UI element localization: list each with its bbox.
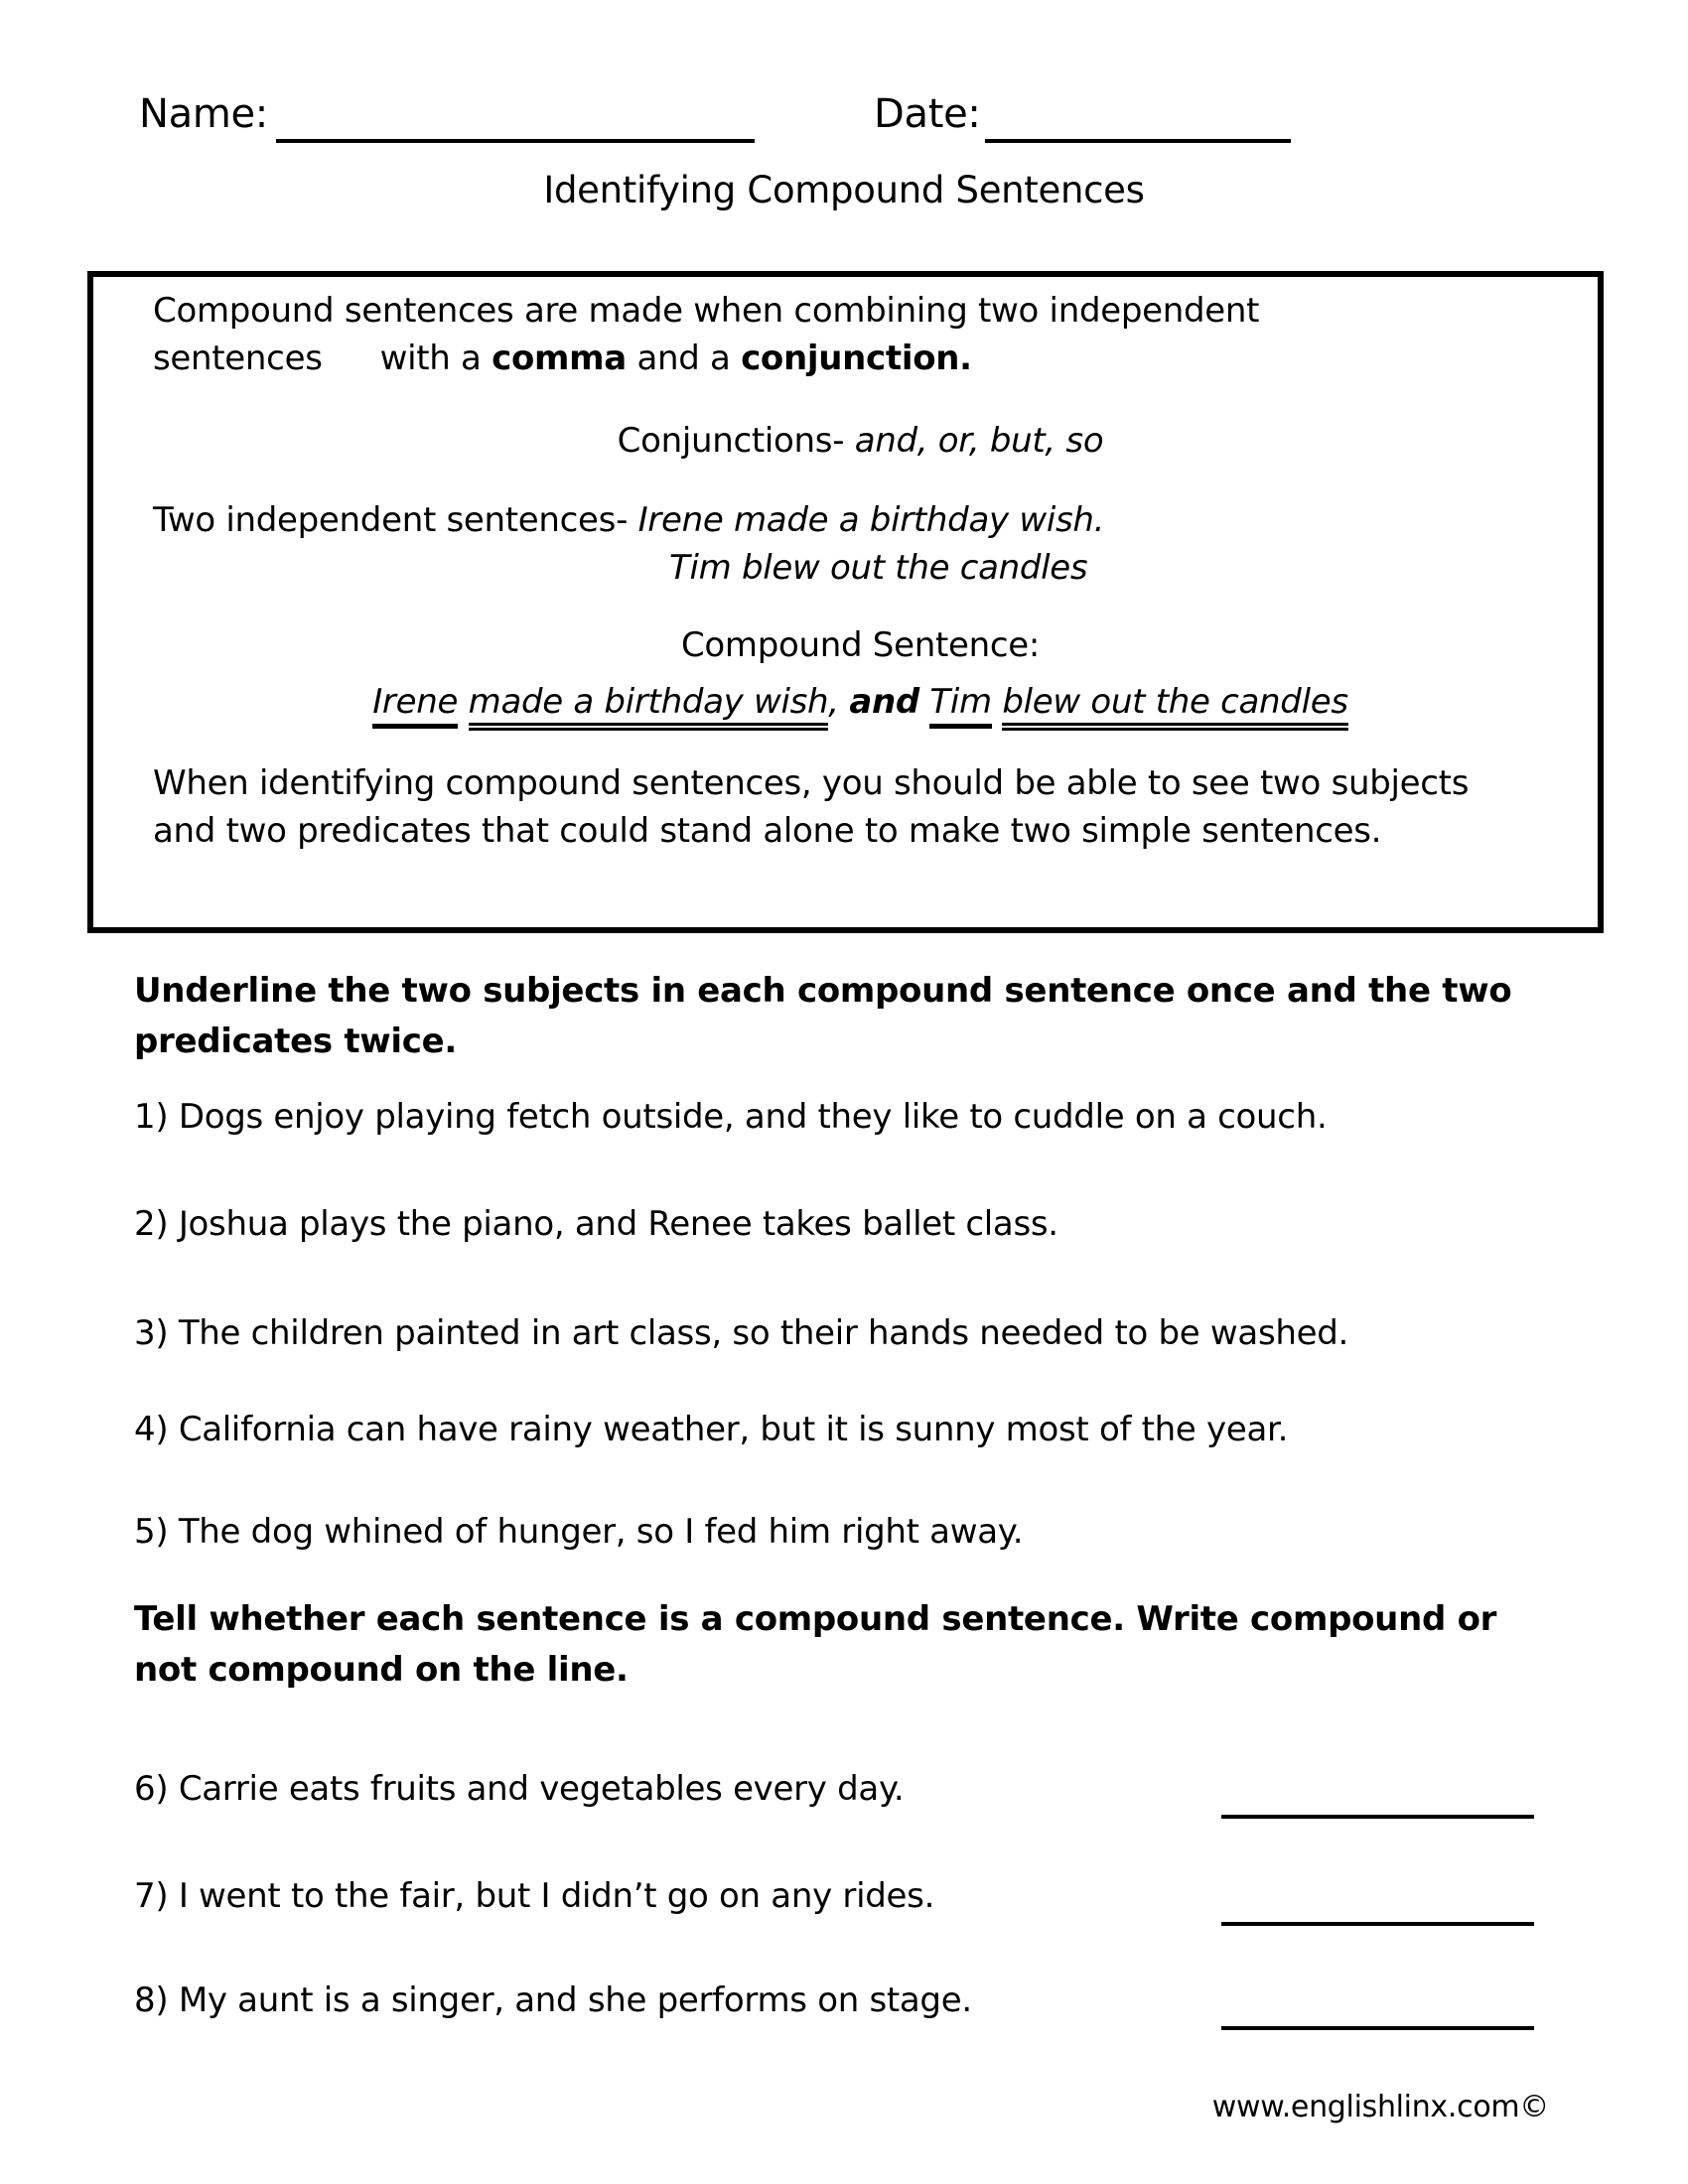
exercise-item-2: [134, 1204, 1534, 1244]
item-number: 7): [134, 1876, 169, 1916]
explanation-paragraph: When identifying compound sentences, you should be able to see two subjects and two predicates that could stand alone to make two simple sentences.: [153, 762, 1470, 852]
conjunctions-line: [153, 417, 1568, 465]
item-number: 4): [134, 1410, 169, 1449]
item-text: Dogs enjoy playing fetch outside, and they like to cuddle on a couch.: [178, 1097, 1328, 1137]
conjunction-keyword: conjunction.: [741, 339, 972, 379]
exercise-item-5: [134, 1512, 1534, 1552]
item-number: 3): [134, 1313, 169, 1353]
info-box: [87, 271, 1604, 933]
exercise-item-6: [134, 1769, 1534, 1809]
example-sentence-2: Tim blew out the candles: [669, 548, 1088, 589]
exercise-item-4: [134, 1410, 1534, 1449]
intro-paragraph: [153, 287, 1568, 383]
two-independent-sentences: [153, 496, 1568, 593]
date-label: Date:: [874, 91, 981, 137]
section1-instructions: Underline the two subjects in each compound sentence once and the two predicates twice.: [134, 971, 1512, 1061]
example-subject-1: Irene: [372, 682, 458, 729]
item-number: 5): [134, 1512, 169, 1552]
two-independent-label: Two independent sentences-: [153, 499, 629, 540]
item-text: The dog whined of hunger, so I fed him right away.: [178, 1512, 1024, 1552]
item-text: I went to the fair, but I didn’t go on any rides.: [178, 1876, 935, 1916]
exercise-item-3: [134, 1313, 1534, 1353]
header-row: [0, 91, 1688, 161]
conjunctions-label: Conjunctions-: [617, 420, 845, 461]
item-number: 8): [134, 1980, 169, 2020]
example-conjunction: and: [849, 681, 919, 722]
conjunctions-list: and, or, but, so: [854, 420, 1104, 461]
example-sentence-1: Irene made a birthday wish.: [637, 499, 1105, 540]
date-blank-line: [985, 99, 1291, 143]
item-text: Carrie eats fruits and vegetables every day.: [178, 1769, 905, 1809]
name-blank-line: [276, 99, 755, 143]
website-credit: www.englishlinx.com©: [1211, 2090, 1549, 2124]
answer-blank-line: [1221, 2014, 1534, 2030]
section2-instructions: Tell whether each sentence is a compound sentence. Write compound or not compound on the line.: [134, 1599, 1497, 1690]
item-number: 2): [134, 1204, 169, 1244]
exercise-item-8: [134, 1980, 1534, 2020]
exercise-item-1: [134, 1097, 1534, 1137]
intro-line-2: sentences with a comma and a conjunction.: [153, 339, 972, 379]
intro-line-1: Compound sentences are made when combining two independent: [153, 291, 1260, 331]
item-text: The children painted in art class, so their hands needed to be washed.: [178, 1313, 1349, 1353]
item-text: California can have rainy weather, but it is sunny most of the year.: [178, 1410, 1289, 1449]
example-subject-2: Tim: [929, 682, 991, 729]
example-comma: ,: [828, 681, 839, 722]
example-predicate-2: blew out the candles: [1002, 682, 1347, 731]
answer-blank-line: [1221, 1803, 1534, 1819]
compound-sentence-example: [153, 678, 1568, 726]
item-text: Joshua plays the piano, and Renee takes ballet class.: [178, 1204, 1058, 1244]
answer-blank-line: [1221, 1910, 1534, 1926]
two-independent-line-1: [153, 496, 1568, 544]
name-label: Name:: [139, 91, 268, 137]
item-text: My aunt is a singer, and she performs on stage.: [178, 1980, 972, 2020]
compound-sentence-heading: Compound Sentence:: [680, 625, 1041, 666]
exercise-item-7: [134, 1876, 1534, 1916]
comma-keyword: comma: [492, 339, 627, 379]
item-number: 6): [134, 1769, 169, 1809]
item-number: 1): [134, 1097, 169, 1137]
page-title: Identifying Compound Sentences: [543, 169, 1145, 211]
example-predicate-1: made a birthday wish: [469, 682, 829, 731]
